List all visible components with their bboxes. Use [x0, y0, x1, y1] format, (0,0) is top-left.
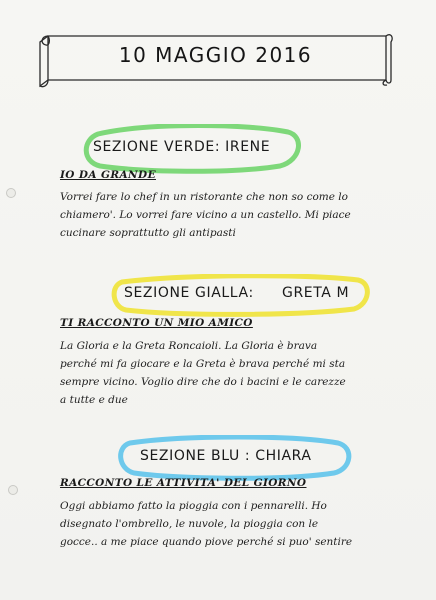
text-line: Vorrei fare lo chef in un ristorante che non so come lo — [60, 191, 348, 203]
section-heading-blu: SEZIONE BLU : CHIARA — [140, 448, 312, 464]
section-body-verde — [60, 188, 351, 242]
section-subheading-gialla: TI RACCONTO UN MIO AMICO — [60, 317, 253, 329]
section-heading-gialla: SEZIONE GIALLA: — [124, 285, 254, 301]
section-subheading-blu: RACCONTO LE ATTIVITA' DEL GIORNO — [60, 477, 307, 489]
section-heading-verde: SEZIONE VERDE: IRENE — [93, 139, 271, 155]
section-body-blu — [60, 497, 352, 551]
text-line: Oggi abbiamo fatto la pioggia con i pennarelli. Ho — [60, 500, 327, 512]
binder-hole-bottom — [8, 485, 18, 495]
section-body-gialla — [60, 337, 346, 409]
text-line: perché mi fa giocare e la Greta è brava perché mi sta — [60, 358, 346, 370]
text-line: gocce.. a me piace quando piove perché si puo' sentire — [60, 536, 353, 548]
page-title: 10 MAGGIO 2016 — [118, 43, 313, 67]
section-subheading-verde: IO DA GRANDE — [60, 169, 156, 181]
text-line: chiamero'. Lo vorrei fare vicino a un castello. Mi piace — [60, 209, 351, 221]
text-line: La Gloria e la Greta Roncaioli. La Gloria è brava — [60, 340, 318, 352]
text-line: disegnato l'ombrello, le nuvole, la pioggia con le — [60, 518, 319, 530]
title-scroll-banner — [38, 30, 393, 88]
section-heading-gialla-name: GRETA M — [282, 285, 350, 301]
text-line: sempre vicino. Voglio dire che do i bacini e le carezze — [60, 376, 346, 388]
binder-hole-top — [6, 188, 16, 198]
text-line: a tutte e due — [60, 394, 128, 406]
text-line: cucinare soprattutto gli antipasti — [60, 227, 236, 239]
